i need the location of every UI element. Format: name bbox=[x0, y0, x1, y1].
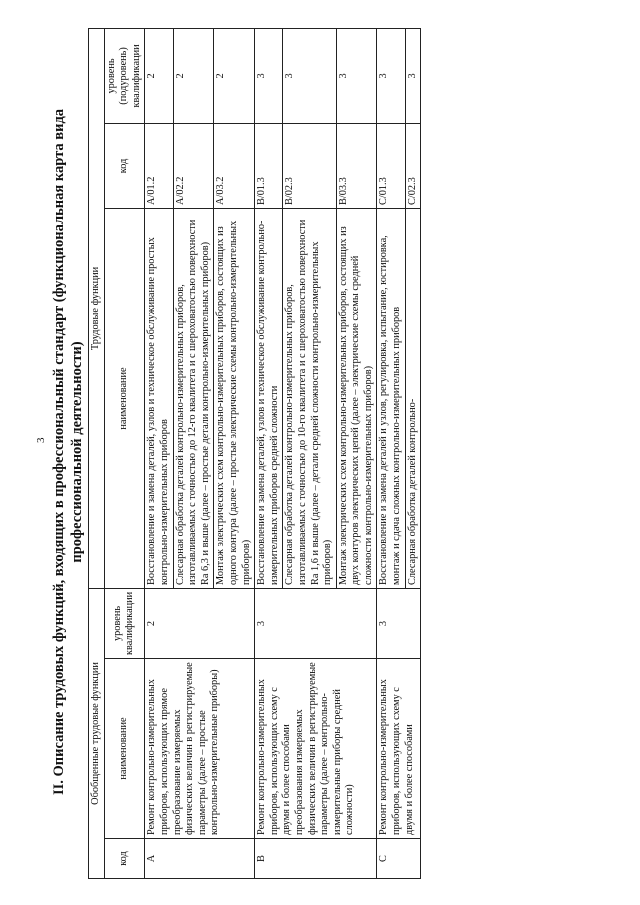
function-name: Восстановление и замена деталей и узлов, регулировка, испытание, юстировка, монтаж и сдача сложных контрольно-измерительных приборов bbox=[377, 208, 405, 588]
function-level: 2 bbox=[173, 28, 214, 123]
function-level: 3 bbox=[255, 28, 283, 123]
title-line-2: профессиональной деятельности) bbox=[69, 341, 85, 563]
table-row bbox=[145, 28, 173, 878]
function-code-header: код bbox=[104, 123, 145, 208]
function-code: C/01.3 bbox=[377, 123, 405, 208]
group-code: A bbox=[145, 839, 255, 879]
function-code: B/02.3 bbox=[283, 123, 336, 208]
group-level: 2 bbox=[145, 588, 255, 658]
function-level: 3 bbox=[336, 28, 377, 123]
function-code: A/02.2 bbox=[173, 123, 214, 208]
function-code: C/02.3 bbox=[405, 123, 421, 208]
function-level: 3 bbox=[405, 28, 421, 123]
header-row-1 bbox=[89, 28, 105, 878]
function-name-header: наименование bbox=[104, 208, 145, 588]
group-name: Ремонт контрольно-измерительных приборов, использующих прямое преобразование измеряемых физических величин в регистрируемые параметры (далее – простые контрольно-измерительные приборы) bbox=[145, 659, 255, 839]
function-code: B/03.3 bbox=[336, 123, 377, 208]
rotated-page-content bbox=[50, 17, 615, 887]
function-level: 3 bbox=[283, 28, 336, 123]
functional-map-table bbox=[88, 28, 421, 879]
table-row bbox=[377, 28, 405, 878]
generalized-functions-header: Обобщенные трудовые функции bbox=[89, 588, 105, 878]
function-name: Слесарная обработка деталей контрольно-измерительных приборов, изготавливаемых с точностью до 10-го квалитета и с шероховатостью поверхности Ra 1,6 и выше (далее – детали средней сложности контрольно-измерительных приборов) bbox=[283, 208, 336, 588]
function-level: 2 bbox=[145, 28, 173, 123]
group-name: Ремонт контрольно-измерительных приборов, использующих схему с двумя и более способами преобразования измеряемых физических величин в регистрируемые параметры (далее – контрольно-измерительные приборы средней сложности) bbox=[255, 659, 377, 839]
header-row-2 bbox=[104, 28, 145, 878]
code-header: код bbox=[104, 839, 145, 879]
function-name: Слесарная обработка деталей контрольно-измерительных приборов, изготавливаемых с точностью до 12-го квалитета и с шероховатостью поверхности Ra 6,3 и выше (далее – простые детали контрольно-измерительных приборов) bbox=[173, 208, 214, 588]
page-number: 3 bbox=[35, 437, 47, 443]
section-title bbox=[50, 17, 86, 887]
function-level: 3 bbox=[377, 28, 405, 123]
function-code: A/01.2 bbox=[145, 123, 173, 208]
function-name: Монтаж электрических схем контрольно-измерительных приборов, состоящих из двух контуров электрических цепей (далее – электрические схемы средней сложности контрольно-измерительных приборов) bbox=[336, 208, 377, 588]
function-level-header: уровень (подуровень) квалификации bbox=[104, 28, 145, 123]
function-name: Монтаж электрических схем контрольно-измерительных приборов, состоящих из одного контура (далее – простые электрические схемы контрольно-измерительных приборов) bbox=[214, 208, 255, 588]
group-name: Ремонт контрольно-измерительных приборов, использующих схему с двумя и более способами bbox=[377, 659, 421, 839]
group-code: B bbox=[255, 839, 377, 879]
level-header: уровень квалификации bbox=[104, 588, 145, 658]
group-level: 3 bbox=[255, 588, 377, 658]
function-code: B/01.3 bbox=[255, 123, 283, 208]
function-code: A/03.2 bbox=[214, 123, 255, 208]
function-level: 2 bbox=[214, 28, 255, 123]
title-line-1: II. Описание трудовых функций, входящих в профессиональный стандарт (функциональная карта вида bbox=[51, 108, 67, 796]
name-header: наименование bbox=[104, 659, 145, 839]
table-row bbox=[255, 28, 283, 878]
labor-functions-header: Трудовые функции bbox=[89, 28, 105, 588]
group-code: C bbox=[377, 839, 421, 879]
function-name: Слесарная обработка деталей контрольно- bbox=[405, 208, 421, 588]
group-level: 3 bbox=[377, 588, 421, 658]
function-name: Восстановление и замена деталей, узлов и техническое обслуживание простых контрольно-измерительных приборов bbox=[145, 208, 173, 588]
function-name: Восстановление и замена деталей, узлов и техническое обслуживание контрольно-измерительных приборов средней сложности bbox=[255, 208, 283, 588]
